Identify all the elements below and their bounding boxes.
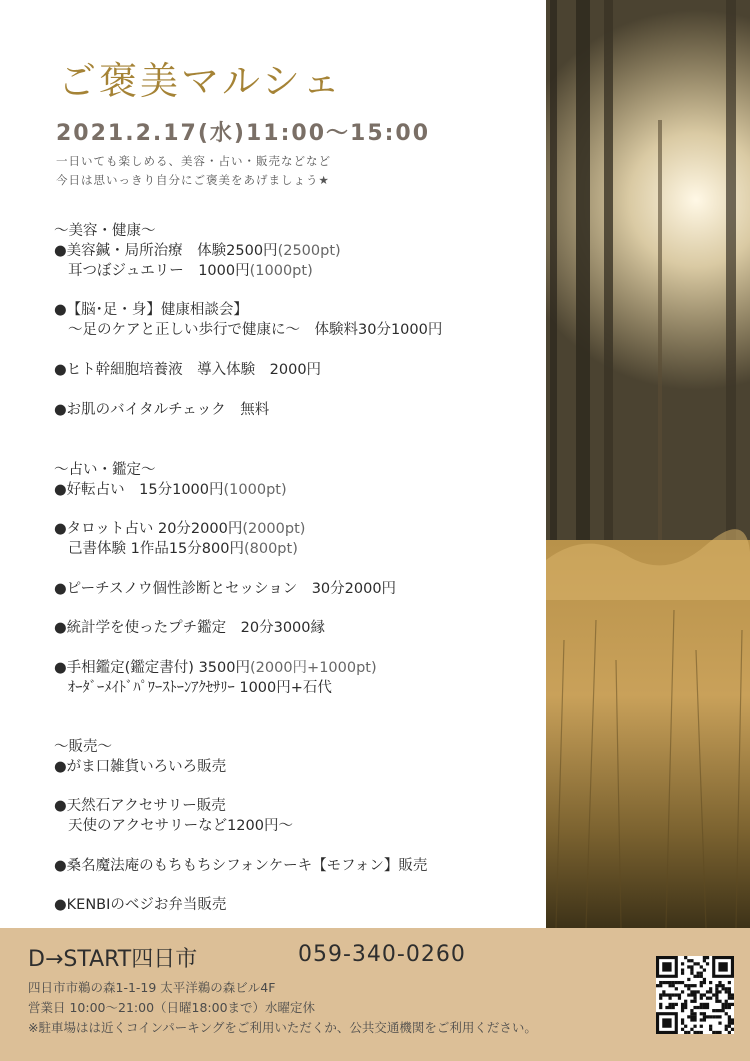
list-item: 己書体験 1作品15分800円(800pt)	[68, 541, 298, 557]
list-item: ｵｰﾀﾞｰﾒｲﾄﾞﾊﾟﾜｰｽﾄｰﾝｱｸｾｻﾘｰ 1000円+石代	[68, 680, 332, 696]
list-item: ●KENBIのベジお弁当販売	[54, 897, 227, 913]
list-item: 天使のアクセサリーなど1200円～	[68, 818, 293, 834]
list-item: ●ピーチスノウ個性診断とセッション 30分2000円	[54, 581, 397, 597]
list-item: ●【脳･足・身】健康相談会】	[54, 302, 248, 318]
page-title: ご褒美マルシェ	[58, 59, 344, 103]
qr-code-icon[interactable]	[656, 956, 734, 1034]
list-item: ●手相鑑定(鑑定書付) 3500円(2000円+1000pt)	[54, 660, 377, 676]
list-item: ●桑名魔法庵のもちもちシフォンケーキ【モフォン】販売	[54, 858, 428, 874]
list-item: ～足のケアと正しい歩行で健康に～ 体験料30分1000円	[68, 322, 443, 338]
parking-note: ※駐車場はは近くコインパーキングをご利用いただくか、公共交通機関をご利用ください。	[28, 1020, 537, 1035]
tagline-line-1: 一日いても楽しめる、美容・占い・販売などなど	[56, 154, 331, 168]
business-hours: 営業日 10:00～21:00（日曜18:00まで）水曜定休	[28, 1000, 316, 1015]
qr-code-art	[656, 956, 734, 1034]
list-item: ●統計学を使ったプチ鑑定 20分3000縁	[54, 620, 326, 636]
address: 四日市市鵜の森1-1-19 太平洋鵜の森ビル4F	[28, 980, 276, 995]
section-heading-sales: ～販売～	[54, 739, 112, 755]
list-item: 耳つぼジュエリー 1000円(1000pt)	[68, 263, 313, 279]
list-item: ●お肌のバイタルチェック 無料	[54, 402, 270, 418]
event-date: 2021.2.17(水)11:00～15:00	[56, 121, 431, 146]
shop-name: D→START四日市	[28, 947, 198, 972]
list-item: ●ヒト幹細胞培養液 導入体験 2000円	[54, 362, 322, 378]
section-heading-beauty: ～美容・健康～	[54, 223, 156, 239]
footer	[0, 928, 750, 1061]
forest-photo-art	[546, 0, 750, 928]
list-item: ●タロット占い 20分2000円(2000pt)	[54, 521, 306, 537]
list-item: ●美容鍼・局所治療 体験2500円(2500pt)	[54, 243, 341, 259]
list-item: ●がま口雑貨いろいろ販売	[54, 759, 227, 775]
list-item: ●好転占い 15分1000円(1000pt)	[54, 482, 287, 498]
section-heading-fortune: ～占い・鑑定～	[54, 462, 156, 478]
forest-photo	[546, 0, 750, 928]
list-item: ●天然石アクセサリー販売	[54, 798, 226, 814]
tagline-line-2: 今日は思いっきり自分にご褒美をあげましょう★	[56, 173, 330, 187]
phone-number[interactable]: 059-340-0260	[298, 942, 466, 967]
